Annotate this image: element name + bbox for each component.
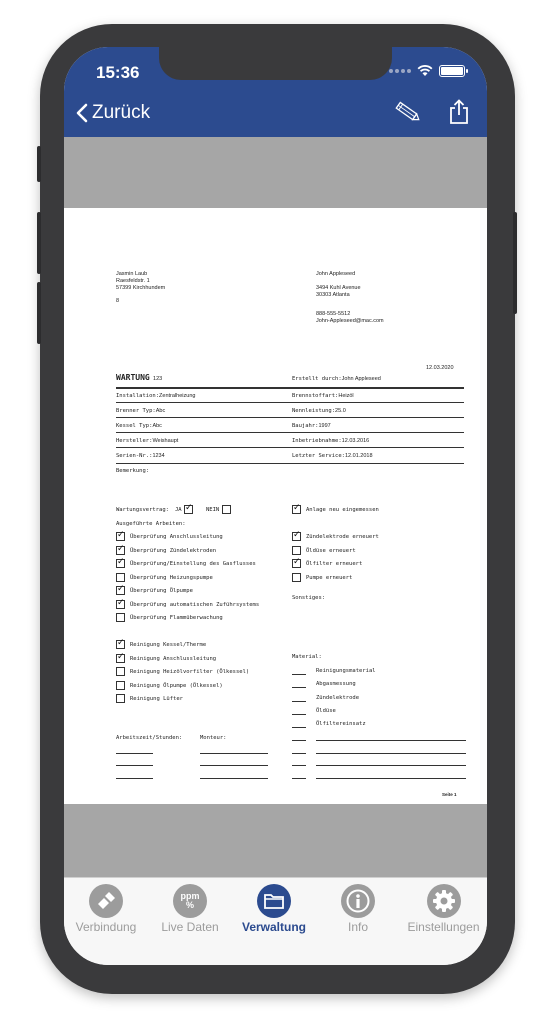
checkbox-label: Reinigung Lüfter [130,696,183,702]
customer-street: Raesfeldstr. 1 [116,278,150,284]
ja-label: JA [175,507,182,513]
monteur-label: Monteur: [200,735,227,741]
divider [116,417,464,418]
battery-icon [439,65,465,77]
customer-address [116,271,165,305]
vertrag-label: Wartungsvertrag: [116,507,169,513]
bemerkung-label: Bemerkung: [116,468,150,474]
kessel-label: Kessel Typ: [116,423,153,429]
material-quantity-line [292,701,306,702]
tab-bar [64,877,487,965]
material-item: Reinigungsmaterial [316,668,376,674]
checkbox [292,559,301,568]
checkbox [292,573,301,582]
notch [159,47,392,80]
tab-live-daten[interactable] [148,884,232,934]
sender-email: John-Appleseed@mac.com [316,318,384,324]
checkbox-label: Reinigung Heizölvorfilter (Ölkessel) [130,669,250,675]
brennstoff-field [292,393,354,399]
brennstoff-label: Brennstoffart: [292,393,339,399]
material-quantity-line [292,727,306,728]
arbeitszeit-label: Arbeitszeit/Stunden: [116,735,183,741]
entry-line [200,778,268,779]
material-quantity-line [292,674,306,675]
material-item: Öldüse [316,707,336,714]
signal-icon [389,69,411,73]
sender-name: John Appleseed [316,271,356,277]
nav-actions [393,99,469,125]
checkbox [116,640,125,649]
checkbox-label: Pumpe erneuert [306,574,353,581]
mute-switch [37,146,41,182]
checkbox-label: Ölfilter erneuert [306,561,363,567]
tab-einstellungen[interactable] [400,884,487,934]
hersteller-label: Hersteller: [116,438,153,444]
gear-icon [427,884,461,918]
status-icons [389,65,465,77]
service-label: Letzter Service: [292,453,345,459]
volume-up-button [37,212,41,274]
checkbox-label: Überprüfung Flammüberwachung [130,615,223,621]
installation-value: Zentralheizung [159,393,196,399]
inbetrieb-label: Inbetriebnahme: [292,438,342,444]
customer-city: 57399 Kirchhundem [116,285,166,291]
service-field [292,453,373,459]
created-by [292,376,381,382]
checkbox [116,613,125,622]
checkbox [116,600,125,609]
document-date: 12.03.2020 [426,365,454,371]
back-button[interactable] [76,102,150,124]
entry-line [116,765,153,766]
checkbox [292,546,301,555]
nennleistung-label: Nennleistung: [292,408,336,414]
divider [116,432,464,433]
material-item: Abgasmessung [316,681,356,688]
tab-label: Info [347,920,368,934]
pencil-icon[interactable] [393,101,421,123]
anlage-checkbox [292,505,301,514]
service-value: 12.01.2018 [344,453,373,459]
installation-field [116,393,195,399]
sender-phone: 888-555-5512 [316,311,351,317]
checkbox-label: Überprüfung Zündelektroden [130,547,217,554]
document-title: WARTUNG [116,373,150,382]
hersteller-value: Weishaupt [152,438,179,444]
tab-label: Verwaltung [241,920,306,934]
entry-line [292,740,306,741]
brenner-label: Brenner Typ: [116,408,156,414]
checkbox-label: Überprüfung automatischen Zuführsystems [130,601,260,608]
document-heading [116,373,162,382]
checkbox [116,546,125,555]
tab-label: Verbindung [75,920,137,934]
checkbox-label: Überprüfung/Einstellung des Gasflusses [130,561,256,567]
nennleistung-field [292,408,346,414]
checkbox-label: Reinigung Ölpumpe (Ölkessel) [130,682,223,689]
brenner-field [116,408,165,414]
checkbox [116,559,125,568]
material-quantity-line [292,714,306,715]
ja-checkbox [184,505,193,514]
checkbox-label: Zündelektrode erneuert [306,534,379,540]
screen [64,47,487,965]
checkbox-label: Reinigung Anschlussleitung [130,655,217,662]
entry-line [292,753,306,754]
brenner-value: Abc [155,408,166,414]
baujahr-label: Baujahr: [292,423,319,429]
entry-line [292,765,306,766]
entry-line [316,740,466,741]
checkbox [116,681,125,690]
customer-extra: 8 [116,298,120,304]
sonstiges-label: Sonstiges: [292,595,326,601]
back-label: Zurück [92,102,151,123]
entry-line [316,753,466,754]
ppm-icon: ppm % [173,884,207,918]
folder-icon [257,884,291,918]
entry-line [116,778,153,779]
status-time: 15:36 [96,63,140,82]
checkbox-label: Reinigung Kessel/Therme [130,642,207,648]
checkbox [116,667,125,676]
checkbox-label: Überprüfung Ölpumpe [130,588,193,594]
material-item: Ölfiltereinsatz [316,721,366,728]
tab-info[interactable] [316,884,400,934]
checkbox [116,654,125,663]
document-number: 123 [153,376,163,382]
arbeiten-label: Ausgeführte Arbeiten: [116,521,186,527]
checkbox [116,573,125,582]
installation-label: Installation: [116,393,160,399]
connection-icon [89,884,123,918]
volume-down-button [37,282,41,344]
entry-line [316,778,466,779]
sender-address [316,271,384,325]
checkbox [116,694,125,703]
inbetrieb-value: 12.03.2016 [341,438,370,444]
sender-city: 30303 Atlanta [316,292,350,298]
entry-line [316,765,466,766]
tab-label: Einstellungen [407,920,480,934]
checkbox [116,532,125,541]
serien-field [116,453,165,459]
entry-line [292,778,306,779]
created-by-label: Erstellt durch: [292,376,342,382]
entry-line [200,753,268,754]
brennstoff-value: Heizöl [338,393,354,399]
chevron-left-icon [76,103,88,123]
inbetrieb-field [292,438,369,444]
entry-line [116,753,153,754]
material-label: Material: [292,654,322,660]
tab-verwaltung[interactable] [232,884,316,934]
pdf-viewer[interactable] [64,137,487,877]
divider [116,447,464,448]
checkbox [292,532,301,541]
material-item: Zündelektrode [316,694,360,701]
tab-verbindung[interactable] [64,884,148,934]
checkbox-label: Öldüse erneuert [306,547,356,554]
divider [116,387,464,389]
kessel-field [116,423,162,429]
divider [116,402,464,403]
info-icon [341,884,375,918]
material-quantity-line [292,687,306,688]
power-button [513,212,517,314]
entry-line [200,765,268,766]
pdf-page [64,208,487,804]
tab-label: Live Daten [161,920,219,934]
share-icon[interactable] [449,99,469,125]
checkbox-label: Überprüfung Heizungspumpe [130,574,213,581]
wifi-icon [417,65,433,77]
nein-checkbox [222,505,231,514]
serien-label: Serien-Nr.: [116,453,153,459]
anlage-label: Anlage neu eingemessen [306,507,379,513]
created-by-value: John Appleseed [341,376,381,382]
nein-label: NEIN [206,507,220,513]
kessel-value: Abc [152,423,162,429]
customer-name: Jasmin Laub [116,271,148,277]
checkbox [116,586,125,595]
nennleistung-value: 25.0 [335,408,346,414]
baujahr-value: 1997 [318,423,331,429]
baujahr-field [292,423,331,429]
divider [116,463,464,464]
checkbox-label: Überprüfung Anschlussleitung [130,534,223,540]
page-number: Seite 1 [442,792,457,797]
serien-value: 1234 [152,453,165,459]
hersteller-field [116,438,178,444]
sender-street: 3494 Kuhl Avenue [316,285,361,291]
